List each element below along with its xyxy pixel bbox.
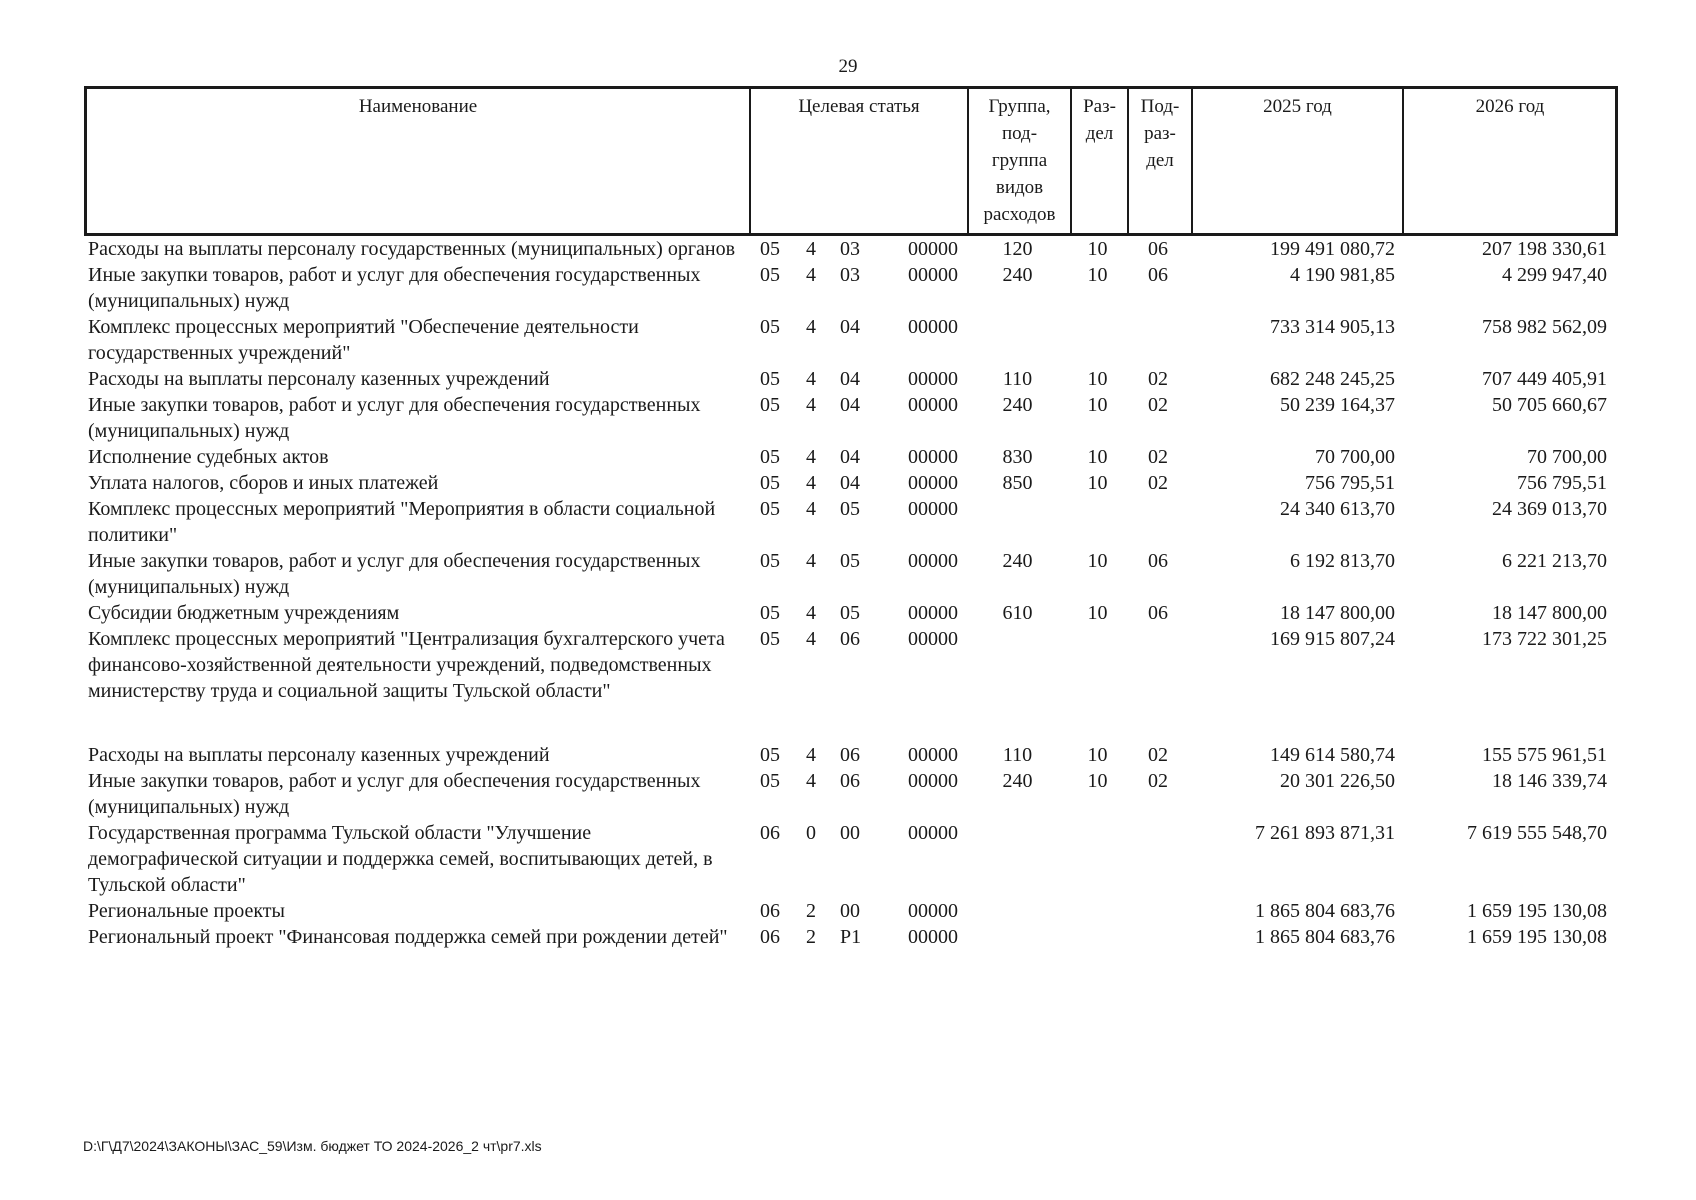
target-article-part: 4 (806, 770, 816, 792)
target-article-part: 2 (806, 900, 816, 922)
table-row (84, 768, 1618, 820)
table-row (84, 820, 1618, 898)
row-name: Иные закупки товаров, работ и услуг для обеспечения государственных (муниципальных) нужд (88, 770, 701, 818)
row-name: Исполнение судебных актов (88, 446, 329, 468)
row-section: 10 (1087, 368, 1108, 390)
target-article-part: Р1 (840, 926, 862, 948)
table-row (84, 366, 1618, 392)
row-section: 10 (1087, 550, 1108, 572)
row-section: 10 (1087, 602, 1108, 624)
budget-table (84, 86, 1618, 950)
row-subsection: 06 (1148, 238, 1168, 260)
target-article-part: 05 (840, 498, 860, 520)
table-body (84, 236, 1618, 950)
row-target-article (748, 626, 966, 704)
target-article-part: 00000 (908, 770, 958, 792)
row-name: Иные закупки товаров, работ и услуг для обеспечения государственных (муниципальных) нужд (88, 550, 701, 598)
row-subsection: 02 (1148, 770, 1168, 792)
row-amount-2025: 50 239 164,37 (1280, 394, 1395, 416)
target-article-part: 4 (806, 744, 816, 766)
row-target-article (748, 262, 966, 314)
row-subsection: 02 (1148, 394, 1168, 416)
target-article-part: 05 (760, 602, 780, 624)
row-amount-2025: 149 614 580,74 (1270, 744, 1395, 766)
row-group: 110 (1002, 744, 1033, 766)
row-group: 830 (1002, 446, 1033, 468)
row-group: 110 (1002, 368, 1033, 390)
row-section: 10 (1087, 264, 1108, 286)
row-amount-2026: 173 722 301,25 (1482, 628, 1607, 650)
row-amount-2026: 18 146 339,74 (1492, 770, 1607, 792)
row-section: 10 (1087, 446, 1108, 468)
table-row (84, 444, 1618, 470)
target-article-part: 05 (840, 550, 860, 572)
row-name: Субсидии бюджетным учреждениям (88, 602, 400, 624)
row-amount-2025: 7 261 893 871,31 (1255, 822, 1395, 844)
row-name: Комплекс процессных мероприятий "Обеспечение деятельности государственных учреждений" (88, 316, 639, 364)
row-section (1069, 898, 1126, 924)
target-article-part: 00000 (908, 498, 958, 520)
row-section (1069, 924, 1126, 950)
target-article-part: 00000 (908, 238, 958, 260)
target-article-part: 05 (760, 264, 780, 286)
target-article-part: 00000 (908, 316, 958, 338)
row-amount-2025: 1 865 804 683,76 (1255, 900, 1395, 922)
row-target-article (748, 496, 966, 548)
target-article-part: 06 (840, 770, 860, 792)
table-header (84, 86, 1618, 236)
target-article-part: 2 (806, 926, 816, 948)
row-section: 10 (1087, 238, 1108, 260)
row-amount-2026: 758 982 562,09 (1482, 316, 1607, 338)
row-amount-2025: 70 700,00 (1315, 446, 1395, 468)
row-target-article (748, 600, 966, 626)
header-year-2026: 2026 год (1475, 96, 1545, 117)
target-article-part: 00000 (908, 926, 958, 948)
target-article-part: 05 (760, 550, 780, 572)
target-article-part: 4 (806, 316, 816, 338)
target-article-part: 00000 (908, 822, 958, 844)
table-row (84, 314, 1618, 366)
target-article-part: 05 (760, 498, 780, 520)
target-article-part: 4 (806, 472, 816, 494)
target-article-part: 05 (760, 628, 780, 650)
row-amount-2025: 1 865 804 683,76 (1255, 926, 1395, 948)
row-amount-2026: 155 575 961,51 (1482, 744, 1607, 766)
header-name: Наименование (87, 89, 751, 233)
row-amount-2026: 18 147 800,00 (1492, 602, 1607, 624)
row-group: 240 (1002, 394, 1033, 416)
target-article-part: 04 (840, 316, 860, 338)
target-article-part: 05 (760, 316, 780, 338)
target-article-part: 00000 (908, 550, 958, 572)
table-row (84, 600, 1618, 626)
target-article-part: 4 (806, 550, 816, 572)
table-row (84, 496, 1618, 548)
row-target-article (748, 742, 966, 768)
row-name: Региональные проекты (88, 900, 285, 922)
target-article-part: 05 (840, 602, 860, 624)
table-row (84, 392, 1618, 444)
table-row (84, 742, 1618, 768)
target-article-part: 4 (806, 602, 816, 624)
target-article-part: 03 (840, 238, 860, 260)
target-article-part: 04 (840, 394, 860, 416)
target-article-part: 06 (760, 926, 780, 948)
row-name: Комплекс процессных мероприятий "Мероприятия в области социальной политики" (88, 498, 716, 546)
row-amount-2025: 199 491 080,72 (1270, 238, 1395, 260)
row-target-article (748, 314, 966, 366)
row-target-article (748, 392, 966, 444)
row-amount-2026: 207 198 330,61 (1482, 238, 1607, 260)
table-row (84, 898, 1618, 924)
target-article-part: 0 (806, 822, 816, 844)
row-subsection (1126, 898, 1190, 924)
row-subsection (1126, 820, 1190, 898)
row-amount-2026: 1 659 195 130,08 (1467, 900, 1607, 922)
target-article-part: 4 (806, 368, 816, 390)
row-section: 10 (1087, 770, 1108, 792)
row-group: 240 (1002, 770, 1033, 792)
header-section: Раз- дел (1072, 89, 1129, 233)
row-amount-2025: 18 147 800,00 (1280, 602, 1395, 624)
target-article-part: 05 (760, 770, 780, 792)
target-article-part: 00 (840, 900, 860, 922)
row-amount-2025: 6 192 813,70 (1290, 550, 1395, 572)
page-number: 29 (838, 56, 858, 77)
row-name: Иные закупки товаров, работ и услуг для обеспечения государственных (муниципальных) нужд (88, 394, 701, 442)
row-subsection: 06 (1148, 264, 1168, 286)
row-subsection (1126, 496, 1190, 548)
row-target-article (748, 366, 966, 392)
target-article-part: 05 (760, 446, 780, 468)
row-subsection (1126, 924, 1190, 950)
table-row (84, 548, 1618, 600)
row-section: 10 (1087, 472, 1108, 494)
row-target-article (748, 444, 966, 470)
row-subsection: 06 (1148, 550, 1168, 572)
row-amount-2025: 733 314 905,13 (1270, 316, 1395, 338)
row-amount-2025: 4 190 981,85 (1290, 264, 1395, 286)
target-article-part: 00000 (908, 472, 958, 494)
table-row (84, 924, 1618, 950)
target-article-part: 06 (760, 822, 780, 844)
row-target-article (748, 924, 966, 950)
target-article-part: 05 (760, 368, 780, 390)
row-subsection: 02 (1148, 446, 1168, 468)
target-article-part: 06 (840, 744, 860, 766)
row-group (966, 898, 1069, 924)
row-subsection (1126, 314, 1190, 366)
target-article-part: 4 (806, 628, 816, 650)
row-subsection: 06 (1148, 602, 1168, 624)
target-article-part: 4 (806, 238, 816, 260)
target-article-part: 05 (760, 744, 780, 766)
row-group: 240 (1002, 550, 1033, 572)
target-article-part: 00000 (908, 446, 958, 468)
row-subsection (1126, 626, 1190, 704)
row-group: 610 (1002, 602, 1033, 624)
row-subsection: 02 (1148, 744, 1168, 766)
row-section: 10 (1087, 394, 1108, 416)
row-name: Региональный проект "Финансовая поддержка семей при рождении детей" (88, 926, 728, 948)
row-subsection: 02 (1148, 368, 1168, 390)
row-group: 240 (1002, 264, 1033, 286)
header-group: Группа, под- группа видов расходов (969, 89, 1072, 233)
row-target-article (748, 898, 966, 924)
target-article-part: 4 (806, 446, 816, 468)
row-section: 10 (1087, 744, 1108, 766)
row-name: Расходы на выплаты персоналу казенных учреждений (88, 368, 550, 390)
target-article-part: 00000 (908, 744, 958, 766)
target-article-part: 00000 (908, 394, 958, 416)
table-row (84, 626, 1618, 742)
file-path-footer: D:\Г\Д7\2024\ЗАКОНЫ\ЗАС_59\Изм. бюджет ТО 2024-2026_2 чт\pr7.xls (83, 1138, 542, 1154)
header-subsection: Под- раз- дел (1129, 89, 1193, 233)
row-amount-2026: 70 700,00 (1527, 446, 1607, 468)
row-target-article (748, 820, 966, 898)
target-article-part: 04 (840, 446, 860, 468)
row-name: Иные закупки товаров, работ и услуг для обеспечения государственных (муниципальных) нужд (88, 264, 701, 312)
row-group (966, 626, 1069, 704)
row-amount-2026: 6 221 213,70 (1502, 550, 1607, 572)
header-year-2025: 2025 год (1193, 89, 1404, 233)
row-target-article (748, 548, 966, 600)
target-article-part: 06 (840, 628, 860, 650)
row-group: 120 (1002, 238, 1033, 260)
target-article-part: 03 (840, 264, 860, 286)
target-article-part: 00 (840, 822, 860, 844)
row-target-article (748, 768, 966, 820)
target-article-part: 05 (760, 394, 780, 416)
row-group (966, 924, 1069, 950)
row-section (1069, 820, 1126, 898)
row-name: Государственная программа Тульской области "Улучшение демографической ситуации и поддержка семей, воспитывающих детей, в Тульской области" (88, 822, 713, 896)
target-article-part: 05 (760, 238, 780, 260)
row-name: Расходы на выплаты персоналу казенных учреждений (88, 744, 550, 766)
target-article-part: 06 (760, 900, 780, 922)
target-article-part: 04 (840, 472, 860, 494)
row-group: 850 (1002, 472, 1033, 494)
target-article-part: 00000 (908, 628, 958, 650)
row-amount-2025: 682 248 245,25 (1270, 368, 1395, 390)
row-name: Уплата налогов, сборов и иных платежей (88, 472, 439, 494)
row-group (966, 314, 1069, 366)
row-amount-2025: 756 795,51 (1305, 472, 1395, 494)
row-amount-2026: 24 369 013,70 (1492, 498, 1607, 520)
row-target-article (748, 470, 966, 496)
row-section (1069, 496, 1126, 548)
row-amount-2026: 756 795,51 (1517, 472, 1607, 494)
row-amount-2026: 50 705 660,67 (1492, 394, 1607, 416)
target-article-part: 05 (760, 472, 780, 494)
row-subsection: 02 (1148, 472, 1168, 494)
row-amount-2026: 4 299 947,40 (1502, 264, 1607, 286)
row-group (966, 820, 1069, 898)
target-article-part: 00000 (908, 900, 958, 922)
table-row (84, 236, 1618, 262)
row-amount-2026: 7 619 555 548,70 (1467, 822, 1607, 844)
row-amount-2025: 169 915 807,24 (1270, 628, 1395, 650)
target-article-part: 4 (806, 498, 816, 520)
target-article-part: 4 (806, 264, 816, 286)
row-amount-2025: 20 301 226,50 (1280, 770, 1395, 792)
row-amount-2026: 707 449 405,91 (1482, 368, 1607, 390)
target-article-part: 4 (806, 394, 816, 416)
row-section (1069, 314, 1126, 366)
target-article-part: 04 (840, 368, 860, 390)
table-row (84, 470, 1618, 496)
row-name: Расходы на выплаты персоналу государственных (муниципальных) органов (88, 238, 736, 260)
table-row (84, 262, 1618, 314)
target-article-part: 00000 (908, 264, 958, 286)
row-amount-2025: 24 340 613,70 (1280, 498, 1395, 520)
row-group (966, 496, 1069, 548)
header-target-article: Целевая статья (751, 89, 969, 233)
row-amount-2026: 1 659 195 130,08 (1467, 926, 1607, 948)
row-section (1069, 626, 1126, 704)
row-target-article (748, 236, 966, 262)
target-article-part: 00000 (908, 602, 958, 624)
target-article-part: 00000 (908, 368, 958, 390)
row-name: Комплекс процессных мероприятий "Централизация бухгалтерского учета финансово-хозяйственной деятельности учреждений, подведомственных министерству труда и социальной защиты Тульской области" (88, 628, 725, 702)
